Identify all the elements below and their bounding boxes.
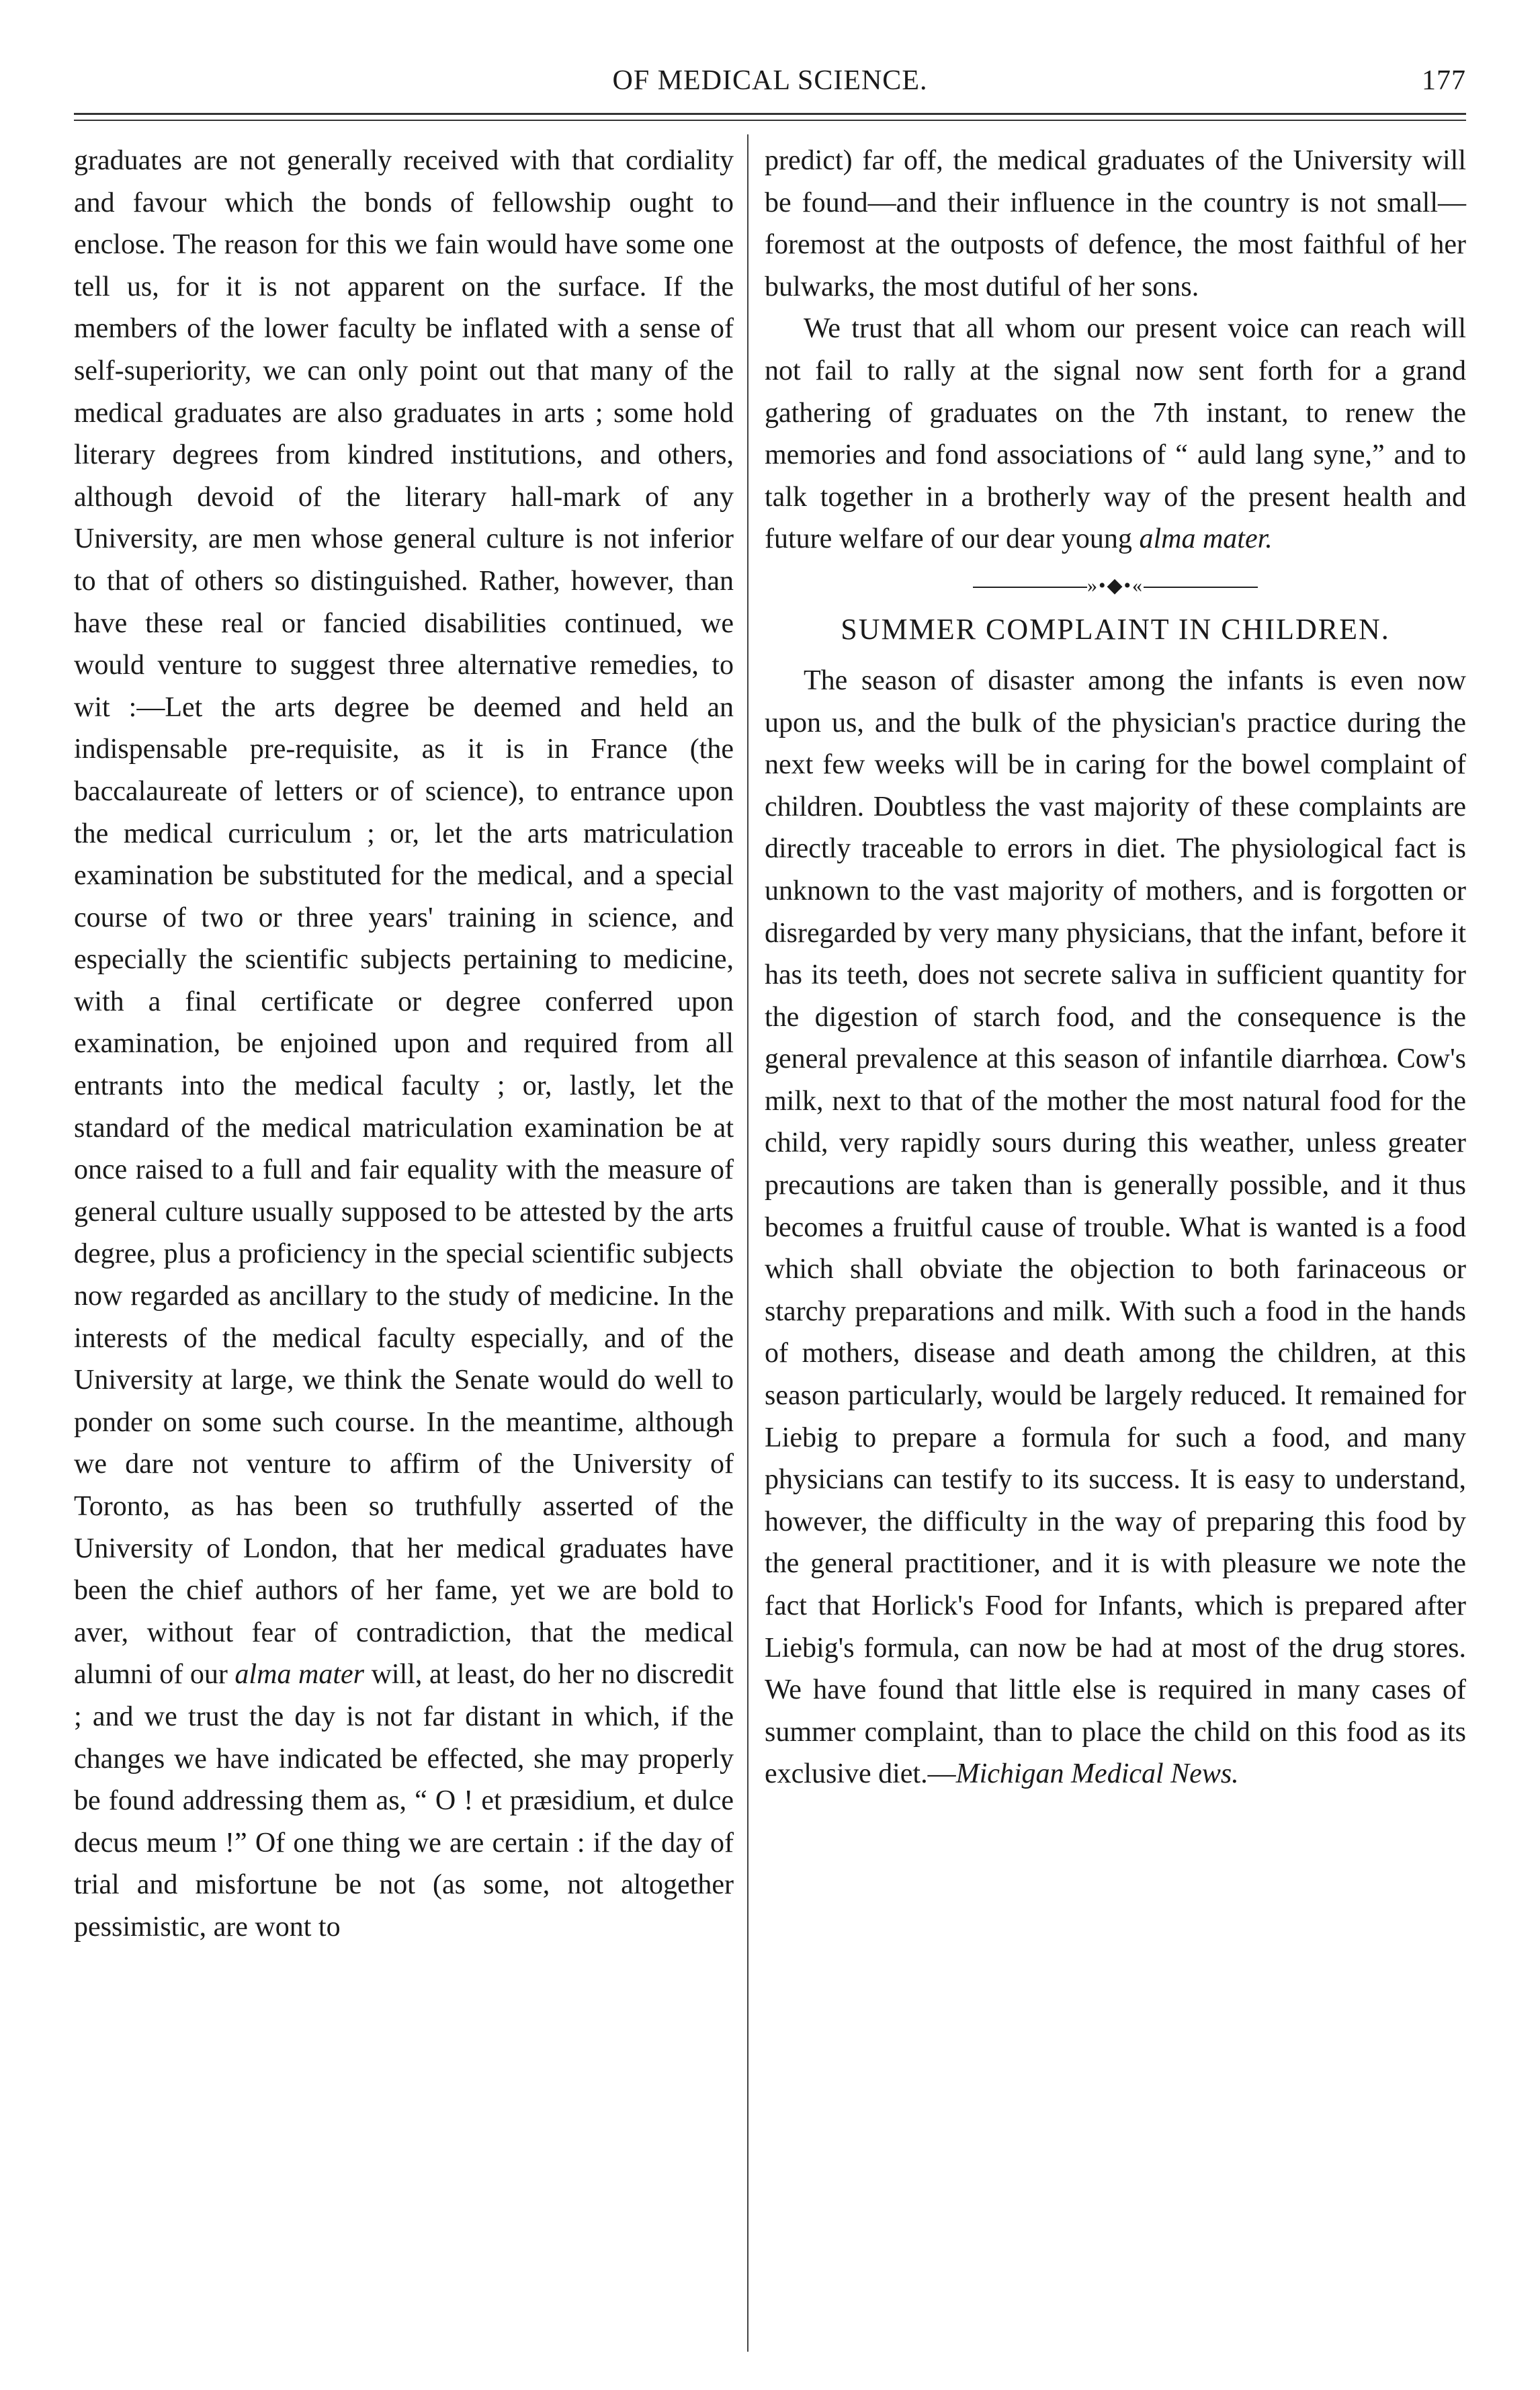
right-column: [765, 140, 1466, 1795]
ornament-line-right: [1144, 587, 1258, 588]
left-paragraph-text-start: graduates are not generally received with that cordiality and favour which the bonds of fellowship ought to enclose. The reason for this we fain would have some one tell us, for it is not apparent on the surface. If the members of the lower faculty be inflated with a sense of self-superiority, we can only point out that many of the medical graduates are also graduates in arts ; some hold literary degrees from kindred institutions, and others, although devoid of the literary hall-mark of any University, are men whose general culture is not inferior to that of others so distinguished. Rather, however, than have these real or fancied disabilities continued, we would venture to suggest three alternative remedies, to wit :—Let the arts degree be deemed and held an indispensable pre-requisite, as it is in France (the baccalaureate of letters or of science), to entrance upon the medical curriculum ; or, let the arts matriculation examination be substituted for the medical, and a special course of two or three years' training in science, and especially the scientific subjects pertaining to medicine, with a final certificate or degree conferred upon examination, be enjoined upon and required from all entrants into the medical faculty ; or, lastly, let the standard of the medical matriculation examination be at once raised to a full and fair equality with the measure of general culture usually supposed to be attested by the arts degree, plus a proficiency in the special scientific subjects now regarded as ancillary to the study of medicine. In the interests of the medical faculty especially, and of the University at large, we think the Senate would do well to ponder on some such course. In the meantime, although we dare not venture to affirm of the University of Toronto, as has been so truthfully asserted of the University of London, that her medical graduates have been the chief authors of her fame, yet we are bold to aver, without fear of contradiction, that the medical alumni of our: [74, 145, 734, 1691]
header-rule-top: [74, 113, 1466, 115]
column-divider: [747, 134, 748, 2352]
left-column: [74, 140, 734, 1949]
left-paragraph: [74, 140, 734, 1949]
right-paragraph-3: [765, 660, 1466, 1795]
ornament-line-left: [973, 587, 1087, 588]
left-paragraph-italic: alma mater: [234, 1659, 364, 1691]
right-paragraph-2: [765, 308, 1466, 560]
page-header: [74, 62, 1466, 109]
right-paragraph-2-italic: alma mater.: [1139, 523, 1273, 555]
ornament-glyph: »•◆•«: [1086, 574, 1144, 597]
section-title: SUMMER COMPLAINT IN CHILDREN.: [841, 612, 1390, 646]
right-paragraph-1: predict) far off, the medical graduates of the University will be found—and their influence in the country is not small—foremost at the outposts of defence, the most faithful of her bulwarks, the most dutiful of her sons.: [765, 145, 1466, 302]
running-title: OF MEDICAL SCIENCE.: [612, 65, 928, 96]
right-paragraph-2-text: We trust that all whom our present voice can reach will not fail to rally at the signal now sent forth for a grand gathering of graduates on the 7th instant, to renew the memories and fond associations of “ auld lang syne,” and to talk together in a brotherly way of the present health and future welfare of our dear young: [765, 313, 1466, 555]
right-paragraph-3-text: The season of disaster among the infants is even now upon us, and the bulk of the physician's practice during the next few weeks will be in caring for the bowel complaint of children. Doubtless the vast majority of these complaints are directly traceable to errors in diet. The physiological fact is unknown to the vast majority of mothers, and is forgotten or disregarded by very many physicians, that the infant, before it has its teeth, does not secrete saliva in sufficient quantity for the digestion of starch food, and the consequence is the general prevalence at this season of infantile diarrhœa. Cow's milk, next to that of the mother the most natural food for the child, very rapidly sours during this weather, unless greater precautions are taken than is generally possible, and it thus becomes a fruitful cause of trouble. What is wanted is a food which shall obviate the objection to both farinaceous or starchy preparations and milk. With such a food in the hands of mothers, disease and death among the children, at this season particularly, would be largely reduced. It remained for Liebig to prepare a formula for such a food, and many physicians can testify to its success. It is easy to understand, however, the difficulty in the way of preparing this food by the general practitioner, and it is with pleasure we note the fact that Horlick's Food for Infants, which is prepared after Liebig's formula, can now be had at most of the drug stores. We have found that little else is required in many cases of summer complaint, than to place the child on this food as its exclusive diet.—: [765, 665, 1466, 1790]
page-number: 177: [1422, 65, 1466, 96]
section-ornament: [765, 572, 1466, 599]
header-rule-bottom: [74, 120, 1466, 121]
left-paragraph-text-end: will, at least, do her no discredit ; and we trust the day is not far distant in which, if the changes we have indicated be effected, she may properly be found addressing them as, “ O ! et præsidium, et dulce decus meum !” Of one thing we are certain : if the day of trial and misfortune be not (as some, not altogether pessimistic, are wont to: [74, 1659, 734, 1943]
article-source: Michigan Medical News.: [955, 1758, 1239, 1790]
